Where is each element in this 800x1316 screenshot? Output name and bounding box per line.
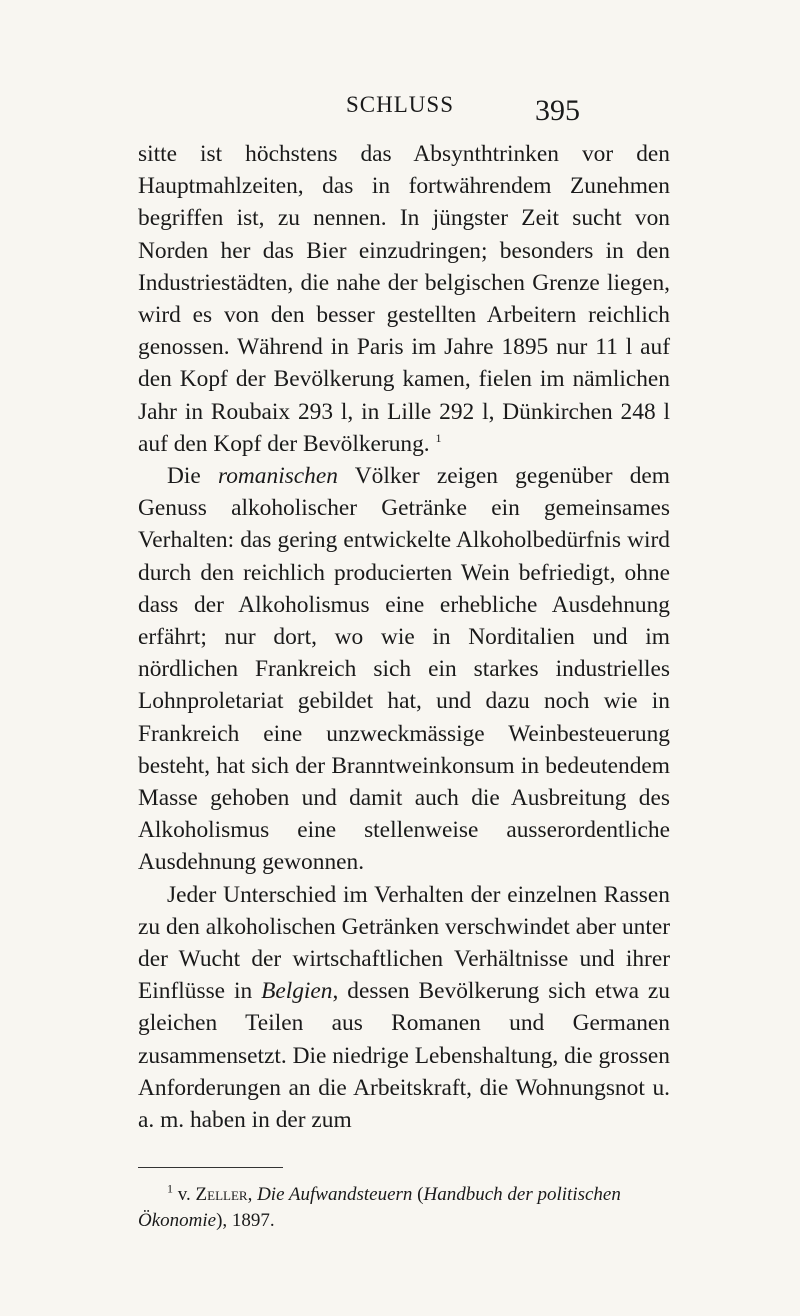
running-head: SCHLUSS xyxy=(346,92,454,117)
footnote-divider xyxy=(138,1167,283,1168)
paragraph-text: , dessen Bevölkerung sich etwa zu gleichen Teilen aus Romanen und Germanen zusammensetzt. Die niedrige Lebenshaltung, die grossen Anforderungen an die Arbeitskraft, die Wohnungsnot u. a. m. haben in der zum xyxy=(138,978,670,1134)
paragraph-text: Die xyxy=(167,463,218,490)
emphasis-text: romanischen xyxy=(217,463,338,490)
page-number: 395 xyxy=(535,94,580,127)
footnote-marker: 1 xyxy=(167,1181,173,1196)
emphasis-text: Belgien xyxy=(261,978,333,1005)
footnote-separator: , xyxy=(247,1184,258,1205)
paragraph xyxy=(138,138,670,460)
paragraph-text: Jeder Unterschied im Verhalten der einzelnen Rassen zu den alkoholischen Getränken verschwindet aber unter der Wucht der wirtschaftlichen Verhältnisse und ihrer Einflüsse in xyxy=(138,881,670,1005)
footnote-title: Die Aufwandsteuern xyxy=(257,1184,413,1205)
paragraph-text: sitte ist höchstens das Absynthtrinken vor den Hauptmahlzeiten, das in fortwährendem Zunehmen begriffen ist, zu nennen. In jüngster Zeit sucht von Norden her das Bier einzudringen; besonders in den Industriestädten, die nahe der belgischen Grenze liegen, wird es von den besser gestellten Arbeitern reichlich genossen. Während in Paris im Jahre 1895 nur 11 l auf den Kopf der Bevölkerung kamen, fielen im nämlichen Jahr in Roubaix 293 l, in Lille 292 l, Dünkirchen 248 l auf den Kopf der Bevölkerung. xyxy=(138,141,670,457)
footnote-year: 1897. xyxy=(231,1210,275,1231)
footnote-paren-close: ), xyxy=(216,1210,232,1231)
paragraph-text: Völker zeigen gegenüber dem Genuss alkoholischer Getränke ein gemeinsames Verhalten: das gering entwickelte Alkoholbedürfnis wird durch den reichlich producierten Wein befriedigt, ohne dass der Alkoholismus eine erhebliche Ausdehnung erfährt; nur dort, wo wie in Norditalien und im nördlichen Frankreich sich ein starkes industrielles Lohnproletariat gebildet hat, und dazu noch wie in Frankreich eine unzweckmässige Weinbesteuerung besteht, hat sich der Branntweinkonsum in bedeutendem Masse gehoben und damit auch die Ausbreitung des Alkoholismus eine stellenweise ausserordentliche Ausdehnung gewonnen. xyxy=(138,463,671,876)
footnote-reference: 1 xyxy=(435,431,442,446)
footnote-prefix: v. xyxy=(177,1184,196,1205)
footnote-author: Zeller xyxy=(195,1184,248,1205)
page-header xyxy=(0,92,800,132)
footnote xyxy=(138,1182,670,1234)
paragraph xyxy=(138,879,670,1137)
footnote-paren-open: ( xyxy=(412,1184,424,1205)
footnote-series: Handbuch der politischen Ökonomie xyxy=(138,1184,621,1231)
body-text xyxy=(138,138,670,1136)
paragraph xyxy=(138,460,670,879)
